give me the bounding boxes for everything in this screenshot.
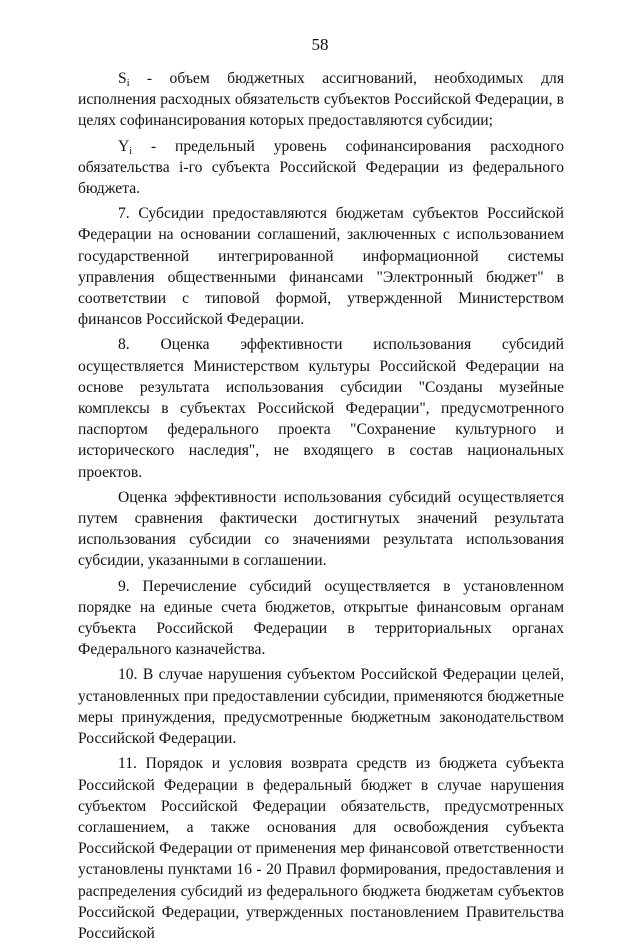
definition-s — [78, 68, 564, 132]
variable-subscript: i — [126, 78, 130, 89]
variable-symbol: Y — [118, 137, 130, 155]
paragraph-11: 11. Порядок и условия возврата средств из бюджета субъекта Российской Федерации в федеральный бюджет в случае нарушения субъектом Российской Федерации обязательств, предусмотренных соглашением, а также основания для освобождения субъекта Российской Федерации от применения мер финансовой ответственности установлены пунктами 16 - 20 Правил формирования, предоставления и распределения субсидий из федерального бюджета бюджетам субъектов Российской Федерации, утвержденных постановлением Правительства Российской — [78, 755, 564, 942]
paragraph-9: 9. Перечисление субсидий осуществляется в установленном порядке на единые счета бюджетов, открытые финансовым органам субъекта Российской Федерации в территориальных органах Федерального казначейства. — [78, 577, 564, 659]
page-number: 58 — [311, 35, 329, 54]
variable-symbol: S — [118, 70, 127, 87]
paragraph-8: 8. Оценка эффективности использования субсидий осуществляется Министерством культуры Российской Федерации на основе результата использования субсидии "Созданы музейные комплексы в субъектах Российской Федерации", предусмотренного паспортом федерального проекта "Сохранение культурного и исторического наследия", не входящего в состав национальных проектов. — [78, 336, 564, 481]
paragraph-8-continued: Оценка эффективности использования субсидий осуществляется путем сравнения фактически достигнутых значений результата использования субсидии со значениями результата использования субсидии, указанными в соглашении. — [78, 488, 564, 570]
paragraph-7: 7. Субсидии предоставляются бюджетам субъектов Российской Федерации на основании соглашений, заключенных с использованием государственной интегрированной информационной системы управления общественными финансами "Электронный бюджет" в соответствии с типовой формой, утвержденной Министерством финансов Российской Федерации. — [78, 205, 564, 329]
definition-y — [78, 136, 564, 200]
document-body — [78, 68, 564, 948]
variable-subscript: i — [129, 145, 133, 157]
definition-text: - объем бюджетных ассигнований, необходимых для исполнения расходных обязательств субъектов Российской Федерации, в целях софинансирования которых предоставляются субсидии; — [78, 70, 564, 130]
paragraph-10: 10. В случае нарушения субъектом Российской Федерации целей, установленных при предоставлении субсидии, применяются бюджетные меры принуждения, предусмотренные бюджетным законодательством Российской Федерации. — [78, 666, 564, 748]
definition-text: - предельный уровень софинансирования расходного обязательства i-го субъекта Российской Федерации из федерального бюджета. — [78, 137, 564, 198]
